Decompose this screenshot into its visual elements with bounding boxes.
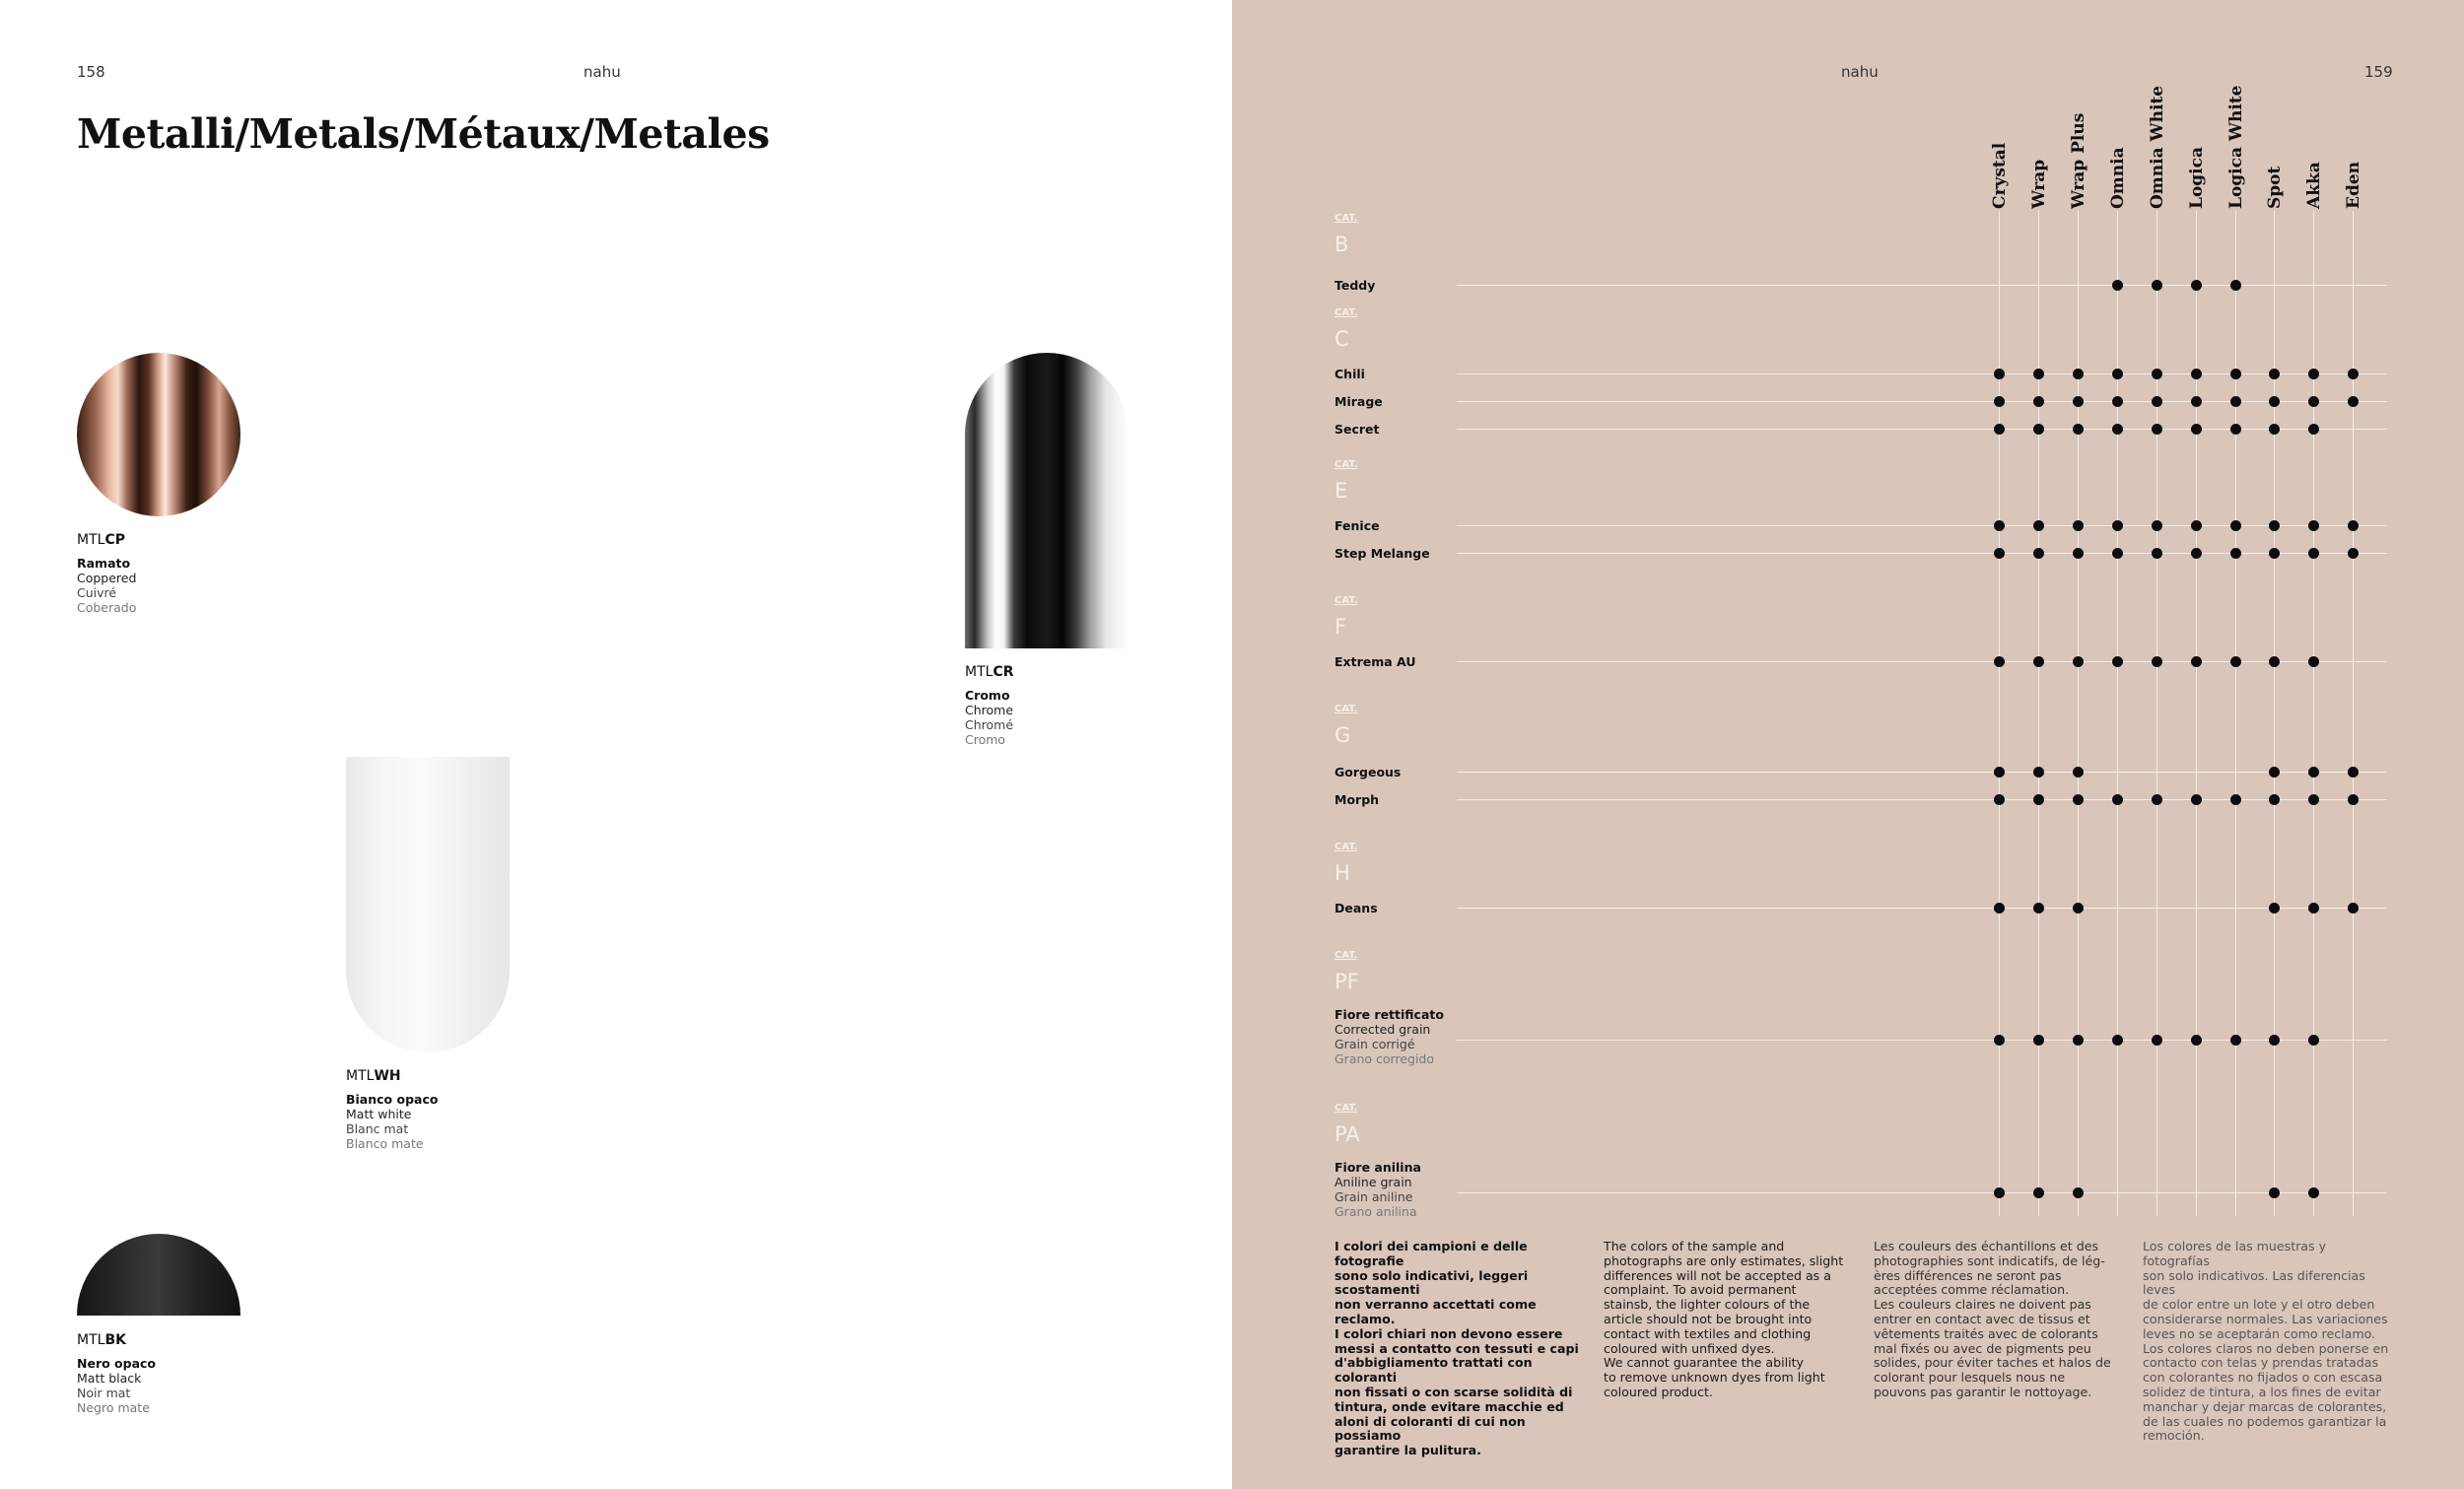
availability-dot bbox=[2112, 548, 2123, 559]
availability-dot bbox=[2191, 396, 2202, 407]
availability-dot bbox=[1994, 903, 2005, 914]
availability-dot bbox=[2152, 548, 2162, 559]
availability-dot bbox=[2308, 424, 2319, 435]
column-line bbox=[2156, 211, 2157, 1216]
availability-dot bbox=[1994, 548, 2005, 559]
table-row-label: Fiore anilina Aniline grain Grain aniline Grano anilina bbox=[1335, 1160, 1421, 1219]
availability-dot bbox=[2269, 767, 2280, 778]
table-row-line bbox=[1457, 908, 2387, 909]
category-letter: H bbox=[1335, 861, 1350, 885]
availability-dot bbox=[2308, 548, 2319, 559]
category-label: CAT. bbox=[1335, 307, 1358, 318]
table-row-label: Fiore rettificato Corrected grain Grain corrigé Grano corregido bbox=[1335, 1007, 1444, 1066]
availability-dot bbox=[2269, 1187, 2280, 1198]
table-row-line bbox=[1457, 1192, 2387, 1193]
availability-dot bbox=[2112, 520, 2123, 531]
availability-dot bbox=[2348, 369, 2359, 379]
category-label: CAT. bbox=[1335, 459, 1358, 470]
table-row-line bbox=[1457, 772, 2387, 773]
availability-dot bbox=[2230, 396, 2241, 407]
category-letter: PF bbox=[1335, 970, 1359, 993]
category-letter: E bbox=[1335, 479, 1348, 503]
table-row-label: Step Melange bbox=[1335, 546, 1430, 561]
table-row-line bbox=[1457, 285, 2387, 286]
availability-dot bbox=[2308, 369, 2319, 379]
brand-header-left: nahu bbox=[583, 63, 621, 81]
availability-dot bbox=[2112, 1035, 2123, 1046]
column-line bbox=[1999, 211, 2000, 1216]
availability-dot bbox=[2191, 520, 2202, 531]
page-number-right: 159 bbox=[2364, 63, 2393, 81]
brand-header-right: nahu bbox=[1841, 63, 1879, 81]
column-line bbox=[2078, 211, 2079, 1216]
availability-dot bbox=[2308, 1035, 2319, 1046]
availability-dot bbox=[2152, 520, 2162, 531]
column-header: Omnia White bbox=[2148, 85, 2167, 209]
availability-dot bbox=[2191, 280, 2202, 291]
table-row-line bbox=[1457, 799, 2387, 800]
availability-dot bbox=[2112, 396, 2123, 407]
availability-dot bbox=[2033, 548, 2044, 559]
availability-dot bbox=[2348, 794, 2359, 805]
availability-dot bbox=[2348, 903, 2359, 914]
table-row-label: Extrema AU bbox=[1335, 654, 1416, 669]
availability-dot bbox=[1994, 396, 2005, 407]
table-row-label: Morph bbox=[1335, 792, 1380, 807]
availability-dot bbox=[2230, 656, 2241, 667]
column-line bbox=[2235, 211, 2236, 1216]
swatch-copper-image bbox=[77, 353, 240, 516]
note-italian: I colori dei campioni e delle fotografie sono solo indicativi, leggeri scostamenti non verranno accettati come reclamo. I colori chiari non devono essere messi a contatto con tessuti e capi d'abbigliamento trattati con coloranti non fissati o con scarse solidità di tintura, onde evitare macchie ed aloni di coloranti di cui non possiamo garantire la pulitura. bbox=[1335, 1239, 1579, 1458]
availability-dot bbox=[2308, 794, 2319, 805]
category-letter: B bbox=[1335, 233, 1349, 256]
availability-dot bbox=[2269, 396, 2280, 407]
column-header: Akka bbox=[2304, 162, 2324, 209]
availability-dot bbox=[2191, 1035, 2202, 1046]
column-header: Spot bbox=[2265, 166, 2285, 209]
table-row-line bbox=[1457, 661, 2387, 662]
availability-dot bbox=[2073, 396, 2084, 407]
availability-dot bbox=[2073, 424, 2084, 435]
table-row-label: Chili bbox=[1335, 367, 1365, 381]
table-row-label: Deans bbox=[1335, 901, 1378, 915]
table-row-line bbox=[1457, 1040, 2387, 1041]
availability-dot bbox=[2152, 1035, 2162, 1046]
table-row-line bbox=[1457, 553, 2387, 554]
category-letter: PA bbox=[1335, 1122, 1360, 1146]
availability-dot bbox=[2033, 903, 2044, 914]
availability-dot bbox=[2033, 656, 2044, 667]
availability-dot bbox=[2269, 424, 2280, 435]
availability-dot bbox=[2230, 369, 2241, 379]
availability-dot bbox=[2348, 520, 2359, 531]
category-label: CAT. bbox=[1335, 1103, 1358, 1114]
availability-dot bbox=[2112, 280, 2123, 291]
availability-dot bbox=[2191, 548, 2202, 559]
availability-dot bbox=[2112, 656, 2123, 667]
column-line bbox=[2196, 211, 2197, 1216]
table-row-line bbox=[1457, 525, 2387, 526]
page-number-left: 158 bbox=[77, 63, 105, 81]
swatch-black-code: MTLBK bbox=[77, 1332, 126, 1348]
swatch-white-image bbox=[346, 757, 510, 1052]
availability-dot bbox=[2230, 280, 2241, 291]
column-line bbox=[2313, 211, 2314, 1216]
table-row-label: Secret bbox=[1335, 422, 1380, 437]
availability-dot bbox=[2269, 520, 2280, 531]
column-line bbox=[2353, 211, 2354, 1216]
availability-dot bbox=[2073, 656, 2084, 667]
availability-dot bbox=[2348, 396, 2359, 407]
swatch-white-code: MTLWH bbox=[346, 1068, 401, 1084]
availability-dot bbox=[2308, 656, 2319, 667]
availability-dot bbox=[1994, 369, 2005, 379]
availability-dot bbox=[2191, 369, 2202, 379]
table-row-label: Mirage bbox=[1335, 394, 1383, 409]
availability-dot bbox=[2073, 903, 2084, 914]
availability-dot bbox=[2269, 548, 2280, 559]
availability-dot bbox=[2308, 903, 2319, 914]
category-label: CAT. bbox=[1335, 950, 1358, 961]
availability-dot bbox=[2112, 424, 2123, 435]
category-letter: F bbox=[1335, 615, 1347, 639]
column-header: Logica White bbox=[2226, 85, 2246, 209]
column-header: Eden bbox=[2344, 161, 2363, 209]
availability-dot bbox=[2152, 794, 2162, 805]
column-header: Wrap bbox=[2029, 159, 2049, 209]
column-header: Logica bbox=[2187, 146, 2207, 209]
availability-dot bbox=[2033, 369, 2044, 379]
availability-dot bbox=[2191, 794, 2202, 805]
swatch-chrome-names: Cromo Chrome Chromé Cromo bbox=[965, 688, 1014, 747]
availability-dot bbox=[2033, 1187, 2044, 1198]
table-row-label: Gorgeous bbox=[1335, 765, 1402, 779]
column-header: Wrap Plus bbox=[2069, 112, 2088, 209]
availability-dot bbox=[1994, 656, 2005, 667]
note-spanish: Los colores de las muestras y fotografías son solo indicativos. Las diferencias leves de color entre un lote y el otro deben considerarse normales. Las variaciones leves no se aceptarán como reclamo. Los colores claros no deben ponerse en contacto con telas y prendas tratadas con colorantes no fijados o con escasa solidez de tintura, a los fines de evitar manchar y dejar marcas de colorantes, de las cuales no podemos garantizar la remoción. bbox=[2143, 1239, 2389, 1444]
availability-dot bbox=[2152, 369, 2162, 379]
category-letter: C bbox=[1335, 327, 1349, 351]
availability-dot bbox=[1994, 767, 2005, 778]
table-row-label: Fenice bbox=[1335, 518, 1380, 533]
availability-dot bbox=[2348, 548, 2359, 559]
availability-dot bbox=[2033, 1035, 2044, 1046]
table-row-line bbox=[1457, 401, 2387, 402]
swatch-chrome-code: MTLCR bbox=[965, 664, 1014, 680]
swatch-chrome-image bbox=[965, 353, 1129, 648]
availability-dot bbox=[2033, 767, 2044, 778]
availability-dot bbox=[2112, 369, 2123, 379]
availability-dot bbox=[2308, 396, 2319, 407]
availability-dot bbox=[2191, 656, 2202, 667]
availability-dot bbox=[1994, 794, 2005, 805]
availability-dot bbox=[2230, 1035, 2241, 1046]
availability-dot bbox=[2269, 1035, 2280, 1046]
availability-dot bbox=[1994, 520, 2005, 531]
availability-dot bbox=[1994, 424, 2005, 435]
column-line bbox=[2117, 211, 2118, 1216]
column-line bbox=[2038, 211, 2039, 1216]
availability-dot bbox=[2269, 369, 2280, 379]
swatch-copper-names: Ramato Coppered Cuivré Coberado bbox=[77, 556, 137, 615]
availability-dot bbox=[2269, 794, 2280, 805]
availability-dot bbox=[2073, 1187, 2084, 1198]
availability-dot bbox=[2112, 794, 2123, 805]
availability-dot bbox=[2152, 396, 2162, 407]
availability-dot bbox=[2073, 794, 2084, 805]
availability-dot bbox=[2230, 794, 2241, 805]
availability-dot bbox=[2230, 424, 2241, 435]
availability-dot bbox=[2073, 767, 2084, 778]
availability-dot bbox=[2269, 656, 2280, 667]
swatch-white-names: Bianco opaco Matt white Blanc mat Blanco mate bbox=[346, 1092, 439, 1151]
availability-dot bbox=[2073, 1035, 2084, 1046]
availability-dot bbox=[2073, 548, 2084, 559]
category-letter: G bbox=[1335, 723, 1351, 747]
availability-dot bbox=[2033, 424, 2044, 435]
availability-dot bbox=[2152, 656, 2162, 667]
availability-dot bbox=[2033, 396, 2044, 407]
availability-dot bbox=[2033, 794, 2044, 805]
availability-dot bbox=[2308, 767, 2319, 778]
availability-dot bbox=[2230, 520, 2241, 531]
availability-dot bbox=[2269, 903, 2280, 914]
column-header: Crystal bbox=[1990, 142, 2010, 209]
availability-dot bbox=[2152, 424, 2162, 435]
swatch-black-names: Nero opaco Matt black Noir mat Negro mate bbox=[77, 1356, 157, 1415]
availability-dot bbox=[2033, 520, 2044, 531]
category-label: CAT. bbox=[1335, 595, 1358, 606]
availability-dot bbox=[2230, 548, 2241, 559]
availability-dot bbox=[1994, 1187, 2005, 1198]
availability-dot bbox=[2308, 520, 2319, 531]
availability-dot bbox=[1994, 1035, 2005, 1046]
right-page bbox=[1232, 0, 2464, 1489]
availability-dot bbox=[2308, 1187, 2319, 1198]
availability-dot bbox=[2073, 520, 2084, 531]
table-row-line bbox=[1457, 373, 2387, 374]
note-french: Les couleurs des échantillons et des photographies sont indicatifs, de lég- ères différences ne seront pas acceptées comme réclamation. Les couleurs claires ne doivent pas entrer en contact avec de tissus et vêtements traités avec de colorants mal fixés ou avec de pigments peu solides, pour éviter taches et halos de colorant pour lesquels nous ne pouvons pas garantir le nottoyage. bbox=[1874, 1239, 2111, 1399]
column-line bbox=[2274, 211, 2275, 1216]
table-row-label: Teddy bbox=[1335, 278, 1376, 293]
availability-dot bbox=[2348, 767, 2359, 778]
availability-dot bbox=[2073, 369, 2084, 379]
availability-dot bbox=[2152, 280, 2162, 291]
column-header: Omnia bbox=[2108, 147, 2128, 209]
table-row-line bbox=[1457, 429, 2387, 430]
swatch-copper-code: MTLCP bbox=[77, 532, 125, 548]
category-label: CAT. bbox=[1335, 213, 1358, 224]
category-label: CAT. bbox=[1335, 842, 1358, 852]
availability-dot bbox=[2191, 424, 2202, 435]
note-english: The colors of the sample and photographs are only estimates, slight differences will not be accepted as a complaint. To avoid permanent stainsb, the lighter colours of the article should not be brought into contact with textiles and clothing coloured with unfixed dyes. We cannot guarantee the ability to remove unknown dyes from light coloured product. bbox=[1604, 1239, 1844, 1399]
page-title: Metalli/Metals/Métaux/Metales bbox=[77, 110, 770, 158]
category-label: CAT. bbox=[1335, 704, 1358, 714]
swatch-black-image bbox=[77, 1234, 240, 1316]
